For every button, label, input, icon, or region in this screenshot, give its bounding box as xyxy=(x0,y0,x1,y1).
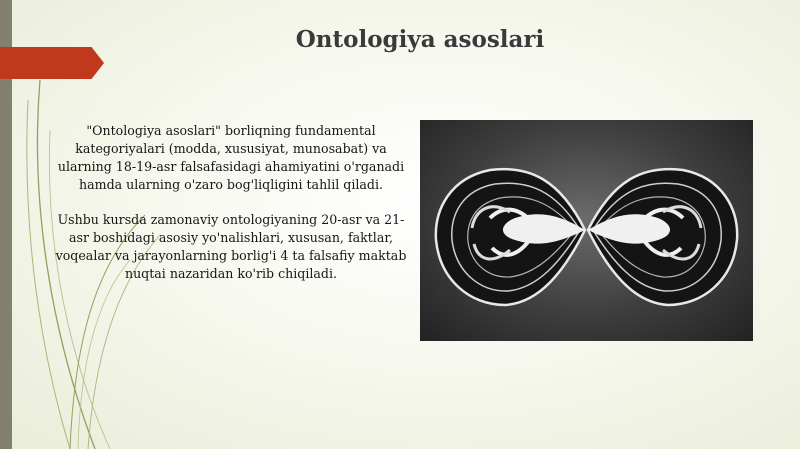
paragraph-2: Ushbu kursda zamonaviy ontologiyaning 20-asr va 21-asr boshidagi asosiy yo'nalishlari, xususan, faktlar, voqealar va jarayonlarning borlig'i 4 ta falsafiy maktab nuqtai nazaridan ko'rib chiqiladi. xyxy=(55,212,407,281)
cabbage-right-half xyxy=(588,169,737,305)
paragraph-1: "Ontologiya asoslari" borliqning fundamental kategoriyalari (modda, xususiyat, munosabat) va ularning 18-19-asr falsafasidagi ahamiyatini o'rganadi hamda ularning o'zaro bog'liqligini tahlil qiladi. xyxy=(57,123,405,192)
cabbage-cross-section-photo xyxy=(420,120,753,341)
cabbage-left-half xyxy=(436,169,585,305)
slide-title: Ontologiya asoslari xyxy=(295,26,545,53)
title-arrow-tab xyxy=(0,47,104,79)
slide-body xyxy=(52,122,410,300)
